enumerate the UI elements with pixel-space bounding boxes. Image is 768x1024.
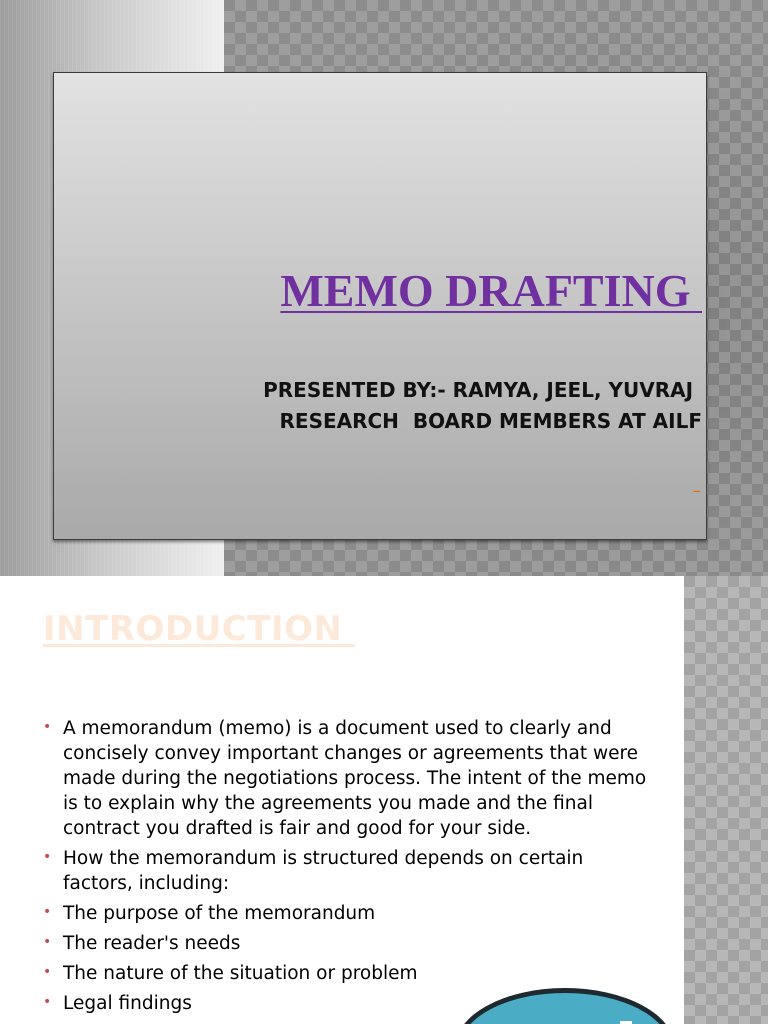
orange-dash-mark: _ xyxy=(693,478,700,493)
bullet-text: A memorandum (memo) is a document used to clearly and concisely convey important changes or agreements that were made during the negotiations process. The intent of the memo is to explain why the agreements you made and the final contract you drafted is fair and good for your side. xyxy=(63,718,647,839)
bullet-text: How the memorandum is structured depends on certain factors, including: xyxy=(63,848,584,894)
bullet-text: The reader's needs xyxy=(63,933,241,954)
bullet-item xyxy=(43,716,653,841)
introduction-slide xyxy=(0,576,768,1024)
research-board-line: RESEARCH BOARD MEMBERS AT AILF xyxy=(279,409,702,433)
bullet-text: The nature of the situation or problem xyxy=(63,963,418,984)
bullet-item xyxy=(43,961,653,986)
slide-title: MEMO DRAFTING xyxy=(280,265,702,316)
bullet-item xyxy=(43,901,653,926)
bullet-dot-icon: • xyxy=(43,904,52,920)
presented-by-line: PRESENTED BY:- RAMYA, JEEL, YUVRAJ xyxy=(263,378,700,402)
bullet-item xyxy=(43,931,653,956)
bullet-text: The purpose of the memorandum xyxy=(63,903,376,924)
bullet-dot-icon: • xyxy=(43,719,52,735)
bullet-list xyxy=(43,716,653,1021)
right-diamond-strip xyxy=(684,576,768,1024)
presenters-block xyxy=(263,375,700,437)
bullet-dot-icon: • xyxy=(43,994,52,1010)
bullet-item xyxy=(43,846,653,896)
bullet-dot-icon: • xyxy=(43,849,52,865)
bullet-text: Legal findings xyxy=(63,993,192,1014)
title-box xyxy=(53,72,707,540)
introduction-heading: INTRODUCTION xyxy=(43,609,355,649)
bullet-dot-icon: • xyxy=(43,934,52,950)
bullet-dot-icon: • xyxy=(43,964,52,980)
